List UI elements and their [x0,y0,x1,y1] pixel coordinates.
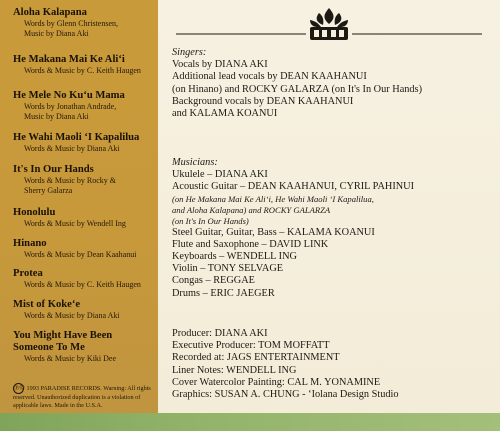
track-title: He Makana Mai Ke Ali‘i [13,54,125,65]
musicians-section [172,157,492,300]
track-title: Protea [13,268,43,279]
track-title: He Wahi Maoli ‘I Kapalilua [13,132,140,143]
track-credit: Words & Music by Dean Kaahanui [24,250,137,259]
musicians-line: Congas – REGGAE [172,275,255,287]
track-9 [13,299,158,321]
musicians-line: Drums – ERIC JAEGER [172,287,275,299]
musicians-line: Ukulele – DIANA AKI [172,169,268,181]
production-line: Recorded at: JAGS ENTERTAINMENT [172,352,340,364]
tiki-pineapple-ornament-icon [172,4,486,44]
track-credit: Words by Jonathan Andrade, [24,102,117,111]
track-credit: Words & Music by Diana Aki [24,311,120,320]
track-credit: Words & Music by C. Keith Haugen [24,66,141,75]
track-8 [13,268,158,290]
track-credit: Words & Music by Diana Aki [24,144,120,153]
musicians-heading: Musicians: [172,157,218,168]
track-2 [13,54,158,76]
track-6 [13,207,158,229]
track-title: Aloha Kalapana [13,7,87,18]
track-credit: Words & Music by C. Keith Haugen [24,280,141,289]
musicians-line: Keyboards – WENDELL ING [172,250,297,262]
track-credit: Music by Diana Aki [24,112,89,121]
track-credit: Music by Diana Aki [24,29,89,38]
track-credit: Words & Music by Kiki Dee [24,354,117,363]
singers-section [172,47,492,120]
musicians-line: Flute and Saxophone – DAVID LINK [172,238,329,250]
track-title: He Mele No Ku‘u Mama [13,90,125,101]
musicians-note: and Aloha Kalapana) and ROCKY GALARZA [172,204,331,215]
track-1 [13,7,158,39]
production-line: Producer: DIANA AKI [172,328,268,339]
track-5 [13,164,158,196]
production-line: Cover Watercolor Painting: CAL M. YONAMINE [172,376,381,388]
track-7 [13,238,158,260]
track-title: It's In Our Hands [13,164,94,175]
track-credit: Words & Music by Rocky & [24,176,117,185]
copyright-icon: ℗© [14,384,25,392]
singers-line: Additional lead vocals by DEAN KAAHANUI [172,71,367,83]
track-credit: Words & Music by Wendell Ing [24,219,126,228]
musicians-line: Acoustic Guitar – DEAN KAAHANUI, CYRIL PAHINUI [172,181,415,193]
musicians-note: (on He Makana Mai Ke Ali‘i, He Wahi Maoli ‘I Kapalilua, [172,193,374,204]
production-line: Executive Producer: TOM MOFFATT [172,340,330,352]
track-title: Honolulu [13,207,56,218]
track-credit: Words by Glenn Christensen, [24,19,119,28]
singers-line: (on Hinano) and ROCKY GALARZA (on It's In Our Hands) [172,83,422,95]
track-10 [13,330,158,364]
track-title-continued: Someone To Me [13,342,85,353]
track-4 [13,132,158,154]
musicians-line: Steel Guitar, Guitar, Bass – KALAMA KOANUI [172,226,375,238]
track-3 [13,90,158,122]
musicians-line: Violin – TONY SELVAGE [172,263,284,275]
singers-line: Background vocals by DEAN KAAHANUI [172,95,354,107]
track-title: Hinano [13,238,47,249]
singers-line: Vocals by DIANA AKI [172,59,268,71]
track-credit: Sherry Galarza [24,186,73,195]
track-title: Mist of Koke‘e [13,299,81,310]
singers-heading: Singers: [172,47,207,58]
copyright-text: 1993 PARADISE RECORDS. Warning: All rights reserved. Unauthorized duplication is a violation of applicable laws. Made in the U.S.A. [13,385,151,409]
bottom-green-band [0,413,500,431]
copyright-notice [13,383,158,409]
singers-line: and KALAMA KOANUI [172,107,278,119]
musicians-note: (on It's In Our Hands) [172,215,249,226]
production-line: Liner Notes: WENDELL ING [172,364,297,376]
track-title: You Might Have Been [13,330,113,341]
production-line: Graphics: SUSAN A. CHUNG - ‘Iolana Design Studio [172,388,399,400]
production-section [172,328,492,401]
